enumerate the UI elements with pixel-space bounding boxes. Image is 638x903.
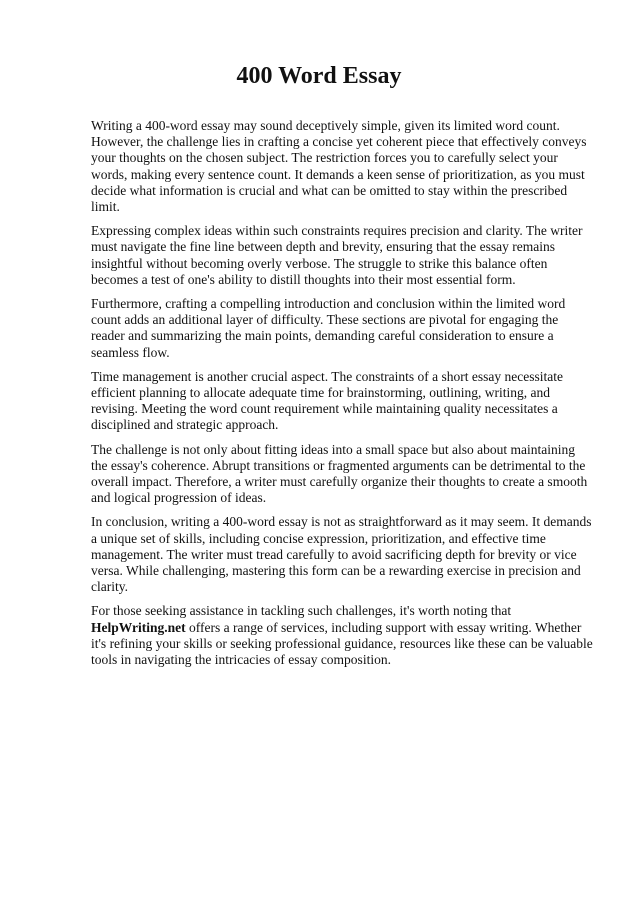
- closing-paragraph: [91, 603, 594, 668]
- brand-name: HelpWriting.net: [91, 619, 186, 635]
- paragraph-6: In conclusion, writing a 400-word essay is not as straightforward as it may seem. It demands a unique set of skills, including concise expression, prioritization, and effective time management. The writer must tread carefully to avoid sacrificing depth for brevity or vice versa. While challenging, mastering this form can be a rewarding exercise in precision and clarity.: [91, 514, 592, 595]
- paragraph-2: Expressing complex ideas within such constraints requires precision and clarity. The writer must navigate the fine line between depth and brevity, ensuring that the essay remains insightful without becoming overly verbose. The struggle to strike this balance often becomes a test of one's ability to distill thoughts into their most essential form.: [91, 223, 583, 287]
- paragraph-1: Writing a 400-word essay may sound deceptively simple, given its limited word count. However, the challenge lies in crafting a concise yet coherent piece that effectively conveys your thoughts on the chosen subject. The restriction forces you to carefully select your words, making every sentence count. It demands a keen sense of prioritization, as you must decide what information is crucial and what can be omitted to stay within the prescribed limit.: [91, 118, 587, 215]
- document-title: 400 Word Essay: [236, 63, 402, 89]
- paragraph-4: Time management is another crucial aspect. The constraints of a short essay necessitate efficient planning to allocate adequate time for brainstorming, outlining, writing, and revising. Meeting the word count requirement while maintaining quality necessitates a disciplined and strategic approach.: [91, 368, 563, 433]
- closing-text-after: offers a range of services, including support with essay writing. Whether it's refining your skills or seeking professional guidance, resources like these can be valuable tools in navigating the intricacies of essay composition.: [91, 619, 593, 668]
- paragraph-3: Furthermore, crafting a compelling introduction and conclusion within the limited word count adds an additional layer of difficulty. These sections are pivotal for engaging the reader and summarizing the main points, demanding careful consideration to ensure a seamless flow.: [91, 296, 566, 360]
- closing-text-before: For those seeking assistance in tackling such challenges, it's worth noting that: [91, 603, 512, 619]
- paragraph-5: The challenge is not only about fitting ideas into a small space but also about maintaining the essay's coherence. Abrupt transitions or fragmented arguments can be detrimental to the overall impact. Therefore, a writer must carefully organize their thoughts to create a smooth and logical progression of ideas.: [91, 441, 588, 506]
